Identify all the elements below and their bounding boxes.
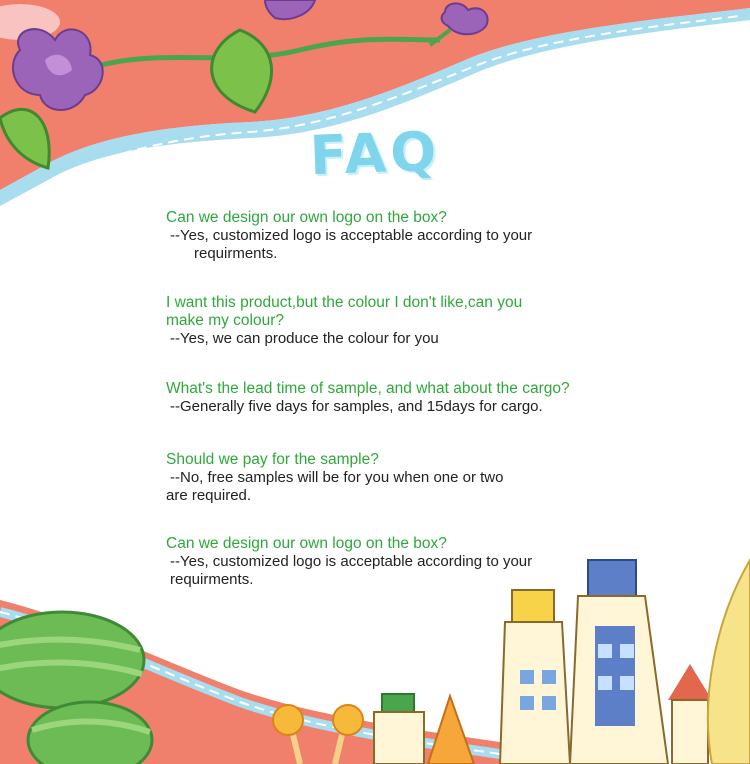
- faq-item: [166, 294, 636, 348]
- faq-question: What's the lead time of sample, and what about the cargo?: [166, 380, 570, 397]
- building-icon: [500, 590, 570, 764]
- faq-answer: --Yes, customized logo is acceptable according to your requirments.: [170, 553, 533, 588]
- faq-item: [166, 380, 636, 416]
- faq-answer: --No, free samples will be for you when one or two are required.: [166, 469, 504, 504]
- faq-question: Should we pay for the sample?: [166, 451, 379, 468]
- building-icon: [570, 560, 668, 764]
- page-title: FAQ: [308, 119, 442, 188]
- faq-question: Can we design our own logo on the box?: [166, 209, 447, 226]
- faq-question: Can we design our own logo on the box?: [166, 535, 447, 552]
- faq-item: [166, 209, 636, 263]
- faq-answer: --Yes, customized logo is acceptable according to your requirments.: [170, 227, 533, 262]
- faq-answer: --Generally five days for samples, and 15days for cargo.: [170, 398, 543, 415]
- faq-answer: --Yes, we can produce the colour for you: [170, 330, 439, 347]
- building-icon: [374, 694, 424, 764]
- faq-question: I want this product,but the colour I don't like,can you make my colour?: [166, 294, 523, 329]
- faq-item: [166, 535, 636, 589]
- faq-item: [166, 451, 636, 505]
